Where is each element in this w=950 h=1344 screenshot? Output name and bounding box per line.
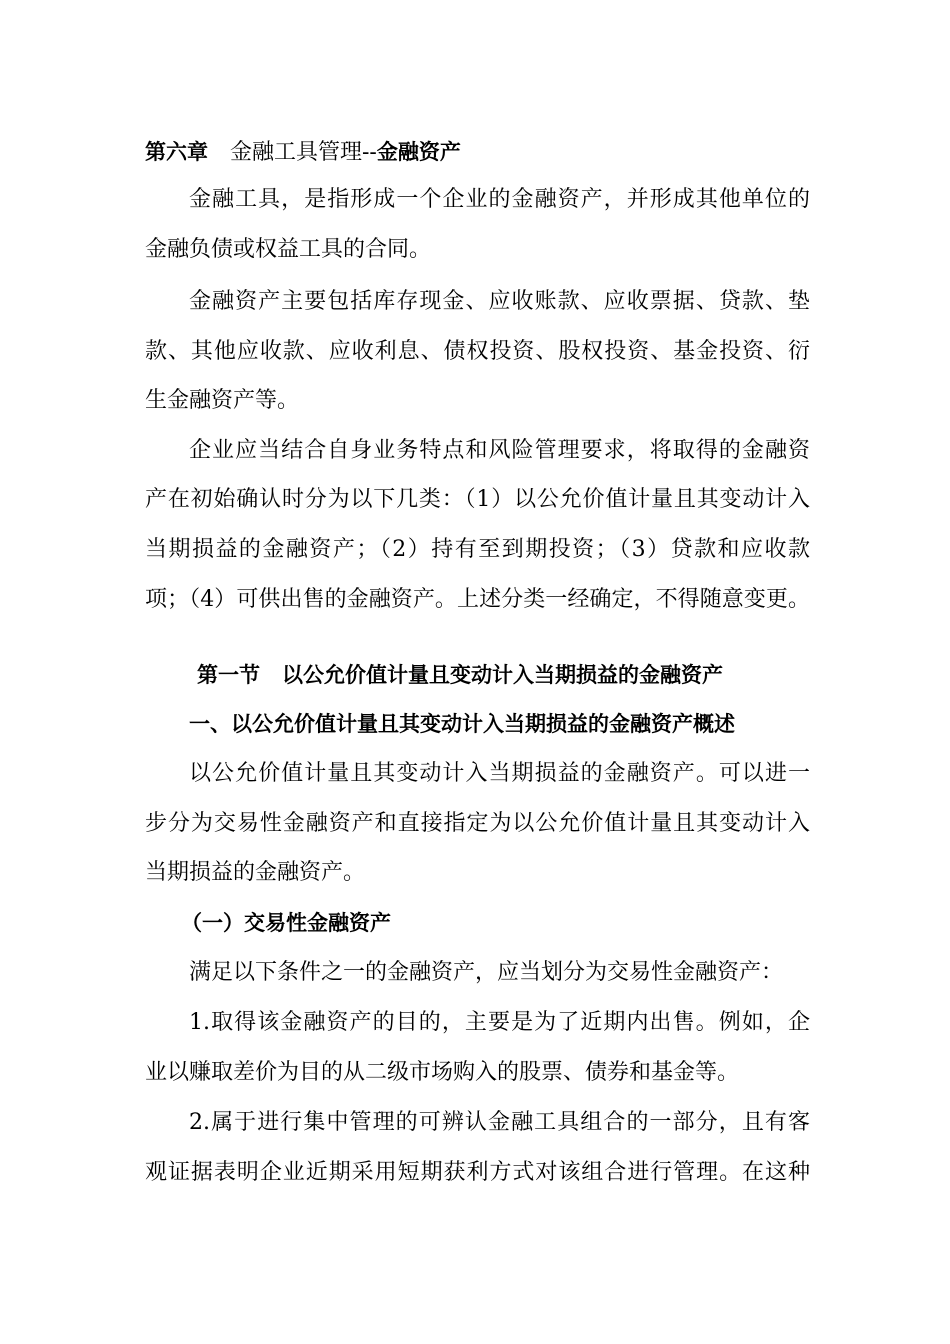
chapter-title-bold: 金融资产 xyxy=(376,140,461,164)
subsection-heading: （一）交易性金融资产 xyxy=(181,911,391,935)
paragraph-line: 金融资产主要包括库存现金、应收账款、应收票据、贷款、垫 xyxy=(189,289,810,314)
list-item-line: 业以赚取差价为目的从二级市场购入的股票、债券和基金等。 xyxy=(145,1060,740,1085)
paragraph-line: 产在初始确认时分为以下几类：（1）以公允价值计量且其变动计入 xyxy=(145,487,810,512)
paragraph-line: 当期损益的金融资产。 xyxy=(145,860,366,885)
list-item-line: 1.取得该金融资产的目的，主要是为了近期内出售。例如，企 xyxy=(189,1010,810,1035)
paragraph-line: 金融负债或权益工具的合同。 xyxy=(145,237,432,262)
paragraph-line: 金融工具，是指形成一个企业的金融资产，并形成其他单位的 xyxy=(189,187,810,212)
chapter-title-plain: 金融工具管理-- xyxy=(230,140,377,165)
paragraph-line: 以公允价值计量且其变动计入当期损益的金融资产。可以进一 xyxy=(189,761,810,786)
subsection-heading: 一、以公允价值计量且其变动计入当期损益的金融资产概述 xyxy=(189,712,735,736)
chapter-heading xyxy=(145,137,810,168)
paragraph-line: 当期损益的金融资产；（2）持有至到期投资；（3）贷款和应收款 xyxy=(145,537,810,562)
section-heading xyxy=(197,660,797,691)
paragraph-line: 款、其他应收款、应收利息、债权投资、股权投资、基金投资、衍 xyxy=(145,339,810,364)
paragraph-line: 满足以下条件之一的金融资产，应当划分为交易性金融资产： xyxy=(189,960,784,985)
list-item-line: 观证据表明企业近期采用短期获利方式对该组合进行管理。在这种 xyxy=(145,1160,810,1185)
section-title: 以公允价值计量且变动计入当期损益的金融资产 xyxy=(282,663,723,687)
paragraph-line: 企业应当结合自身业务特点和风险管理要求，将取得的金融资 xyxy=(189,438,810,463)
paragraph-line: 项；（4）可供出售的金融资产。上述分类一经确定，不得随意变更。 xyxy=(145,587,810,612)
chapter-label: 第六章 xyxy=(145,140,208,164)
section-label: 第一节 xyxy=(197,663,260,687)
list-item-line: 2.属于进行集中管理的可辨认金融工具组合的一部分，且有客 xyxy=(189,1110,810,1135)
paragraph-line: 步分为交易性金融资产和直接指定为以公允价值计量且其变动计入 xyxy=(145,811,810,836)
paragraph-line: 生金融资产等。 xyxy=(145,388,300,413)
